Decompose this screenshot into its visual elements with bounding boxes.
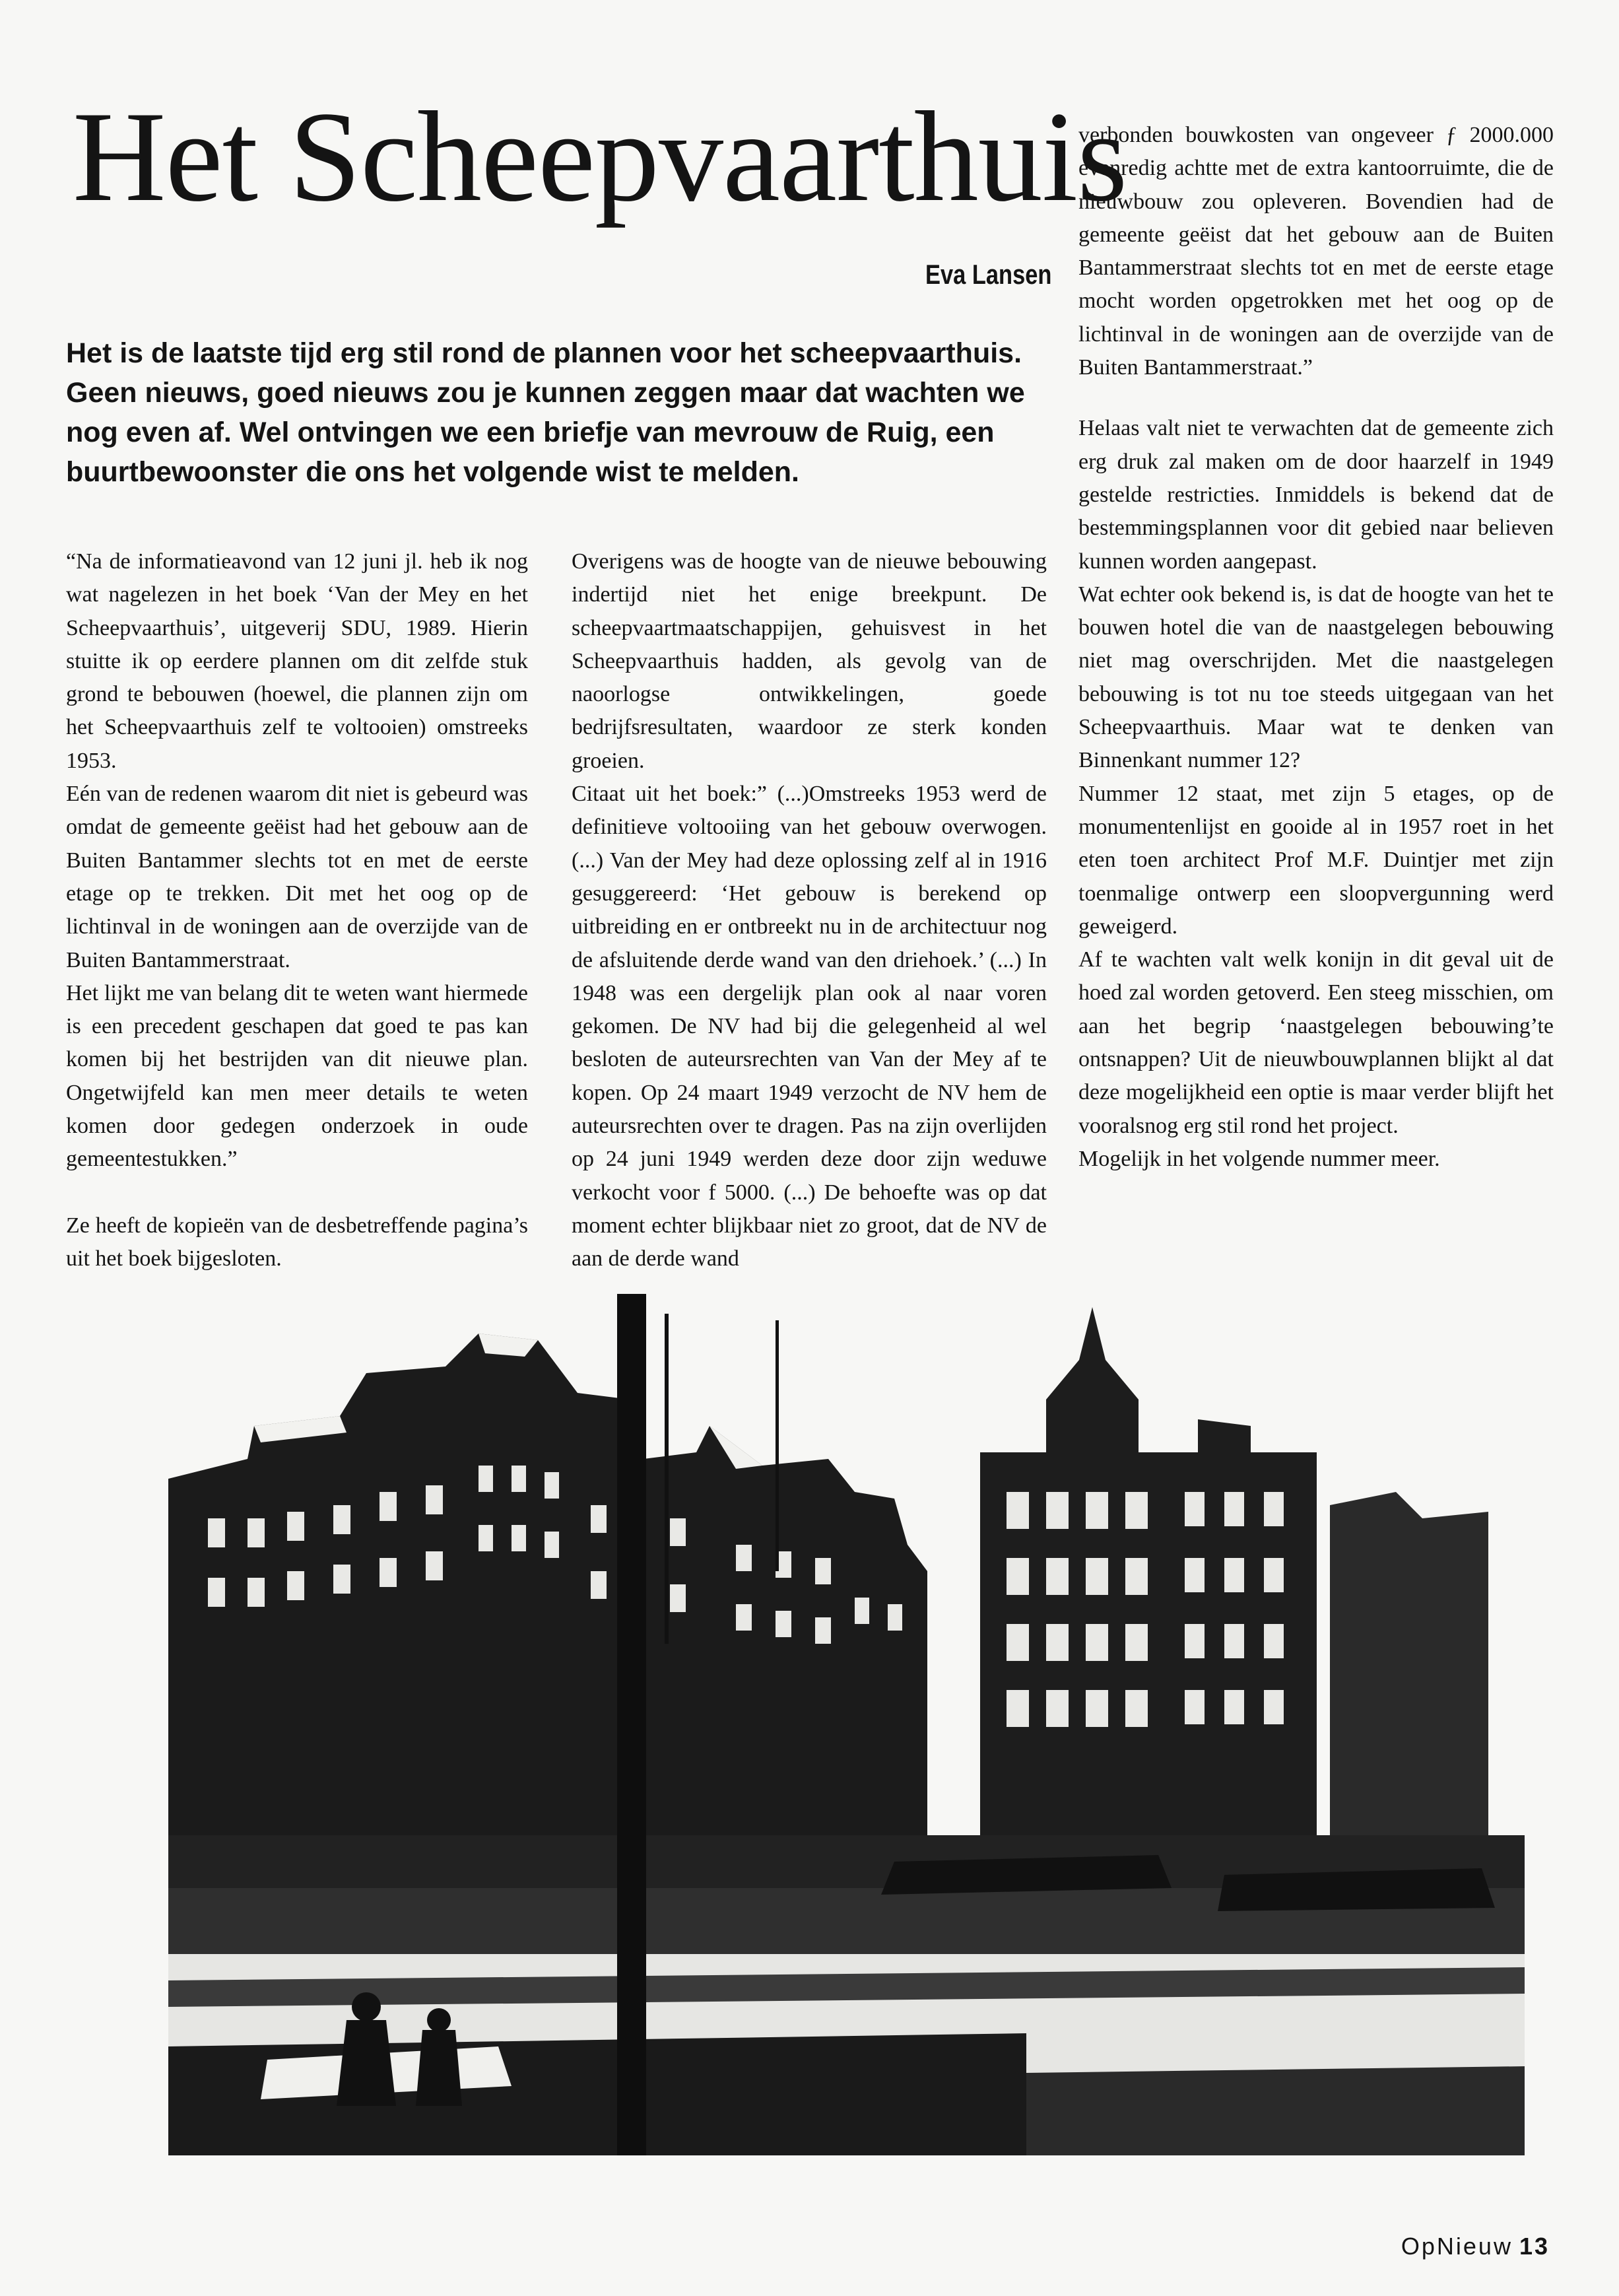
paragraph: Het lijkt me van belang dit te weten want hiermede is een precedent geschapen dat goed te pas kan komen bij het bestrijden van dit nieuwe plan. Ongetwijfeld kan men meer details te weten komen door gedegen onderzoek in oude gemeentestukken.” — [66, 980, 528, 1172]
paragraph: “Na de informatieavond van 12 juni jl. heb ik nog wat nagelezen in het boek ‘Van der Mey en het Scheepvaarthuis’, uitgeverij SDU, 1989. Hierin stuitte ik op eerdere plannen om dit zelfde stuk grond te bebouwen (hoewel, die plannen zijn om het Scheepvaarthuis zelf te voltooien) omstreeks 1953. — [66, 549, 528, 773]
paragraph: Citaat uit het boek:” (...)Omstreeks 1953 werd de definitieve voltooiing van het gebouw overwogen.(...) Van der Mey had deze oplossing zelf al in 1916 gesuggereerd: ‘Het gebouw is berekend op uitbreiding en er ontbreekt nu in de architectuur nog de afsluitende derde wand van den driehoek.’ (...) In 1948 was een dergelijk plan ook al naar voren gekomen. De NV had bij die gelegenheid al wel besloten de auteursrechten van Van der Mey af te kopen. Op 24 maart 1949 verzocht de NV hem de auteursrechten over te dragen. Pas na zijn overlijden op 24 juni 1949 werden deze door zijn weduwe verkocht voor f 5000. (...) De behoefte was op dat moment echter blijkbaar niet zo groot, dat de NV de aan de derde wand — [572, 782, 1047, 1271]
paragraph: Nummer 12 staat, met zijn 5 etages, op de monumentenlijst en gooide al in 1957 roet in het eten toen architect Prof M.F. Duintjer met zijn toenmalige ontwerp een sloopvergunning werd geweigerd. — [1078, 781, 1554, 939]
canal-houses-photo — [168, 1294, 1525, 2155]
article-author: Eva Lansen — [925, 259, 1051, 290]
paragraph: Overigens was de hoogte van de nieuwe bebouwing indertijd niet het enige breekpunt. De scheepvaartmaatschappijen, gehuisvest in het Scheepvaarthuis hadden, als gevolg van de naoorlogse ontwikkelingen, goede bedrijfsresultaten, waardoor ze sterk konden groeien. — [572, 549, 1047, 773]
paragraph: Eén van de redenen waarom dit niet is gebeurd was omdat de gemeente geëist had het gebouw aan de Buiten Bantammer slechts tot en met de eerste etage op te trekken. Dit met het oog op de lichtinval in de woningen aan de overzijde van de Buiten Bantammerstraat. — [66, 782, 528, 972]
canal-houses-illustration — [168, 1294, 1525, 2155]
paragraph: Mogelijk in het volgende nummer meer. — [1078, 1146, 1440, 1171]
article-title: Het Scheepvaarthuis — [73, 85, 1127, 228]
page-footer — [1401, 2233, 1550, 2260]
paragraph: verbonden bouwkosten van ongeveer ƒ 2000.000 evenredig achtte met de extra kantoorruimte, die de nieuwbouw zou opleveren. Bovendien had de gemeente geëist dat het gebouw aan de Buiten Bantammerstraat slechts tot en met de eerste etage mocht worden opgetrokken met het oog op de lichtinval in de woningen aan de overzijde van de Buiten Bantammerstraat.” — [1078, 123, 1554, 380]
paragraph: Ze heeft de kopieën van de desbetreffende pagina’s uit het boek bijgesloten. — [66, 1213, 528, 1271]
article-intro: Het is de laatste tijd erg stil rond de plannen voor het scheepvaarthuis. Geen nieuws, goed nieuws zou je kunnen zeggen maar dat wachten we nog even af. Wel ontvingen we een briefje van mevrouw de Ruig, een buurtbewoonster die ons het volgende wist te melden. — [66, 337, 1025, 488]
paragraph: Wat echter ook bekend is, is dat de hoogte van het te bouwen hotel die van de naastgelegen bebouwing niet mag overschrijden. Met die naastgelegen bebouwing is tot nu toe steeds uitgegaan van het Scheepvaarthuis. Maar wat te denken van Binnenkant nummer 12? — [1078, 582, 1554, 773]
page-number: 13 — [1519, 2233, 1550, 2260]
paragraph: Helaas valt niet te verwachten dat de gemeente zich erg druk zal maken om de door haarzelf in 1949 gestelde restricties. Inmiddels is bekend dat de bestemmingsplannen voor dit gebied naar believen kunnen worden aangepast. — [1078, 416, 1554, 574]
paragraph: Af te wachten valt welk konijn in dit geval uit de hoed zal worden getoverd. Een steeg misschien, om aan het begrip ‘naastgelegen bebouwing’te ontsnappen? Uit de nieuwbouwplannen blijkt al dat deze mogelijkheid een optie is maar verder blijft het vooralsnog erg stil rond het project. — [1078, 947, 1554, 1138]
column-3 — [1078, 119, 1554, 1176]
column-2 — [572, 545, 1047, 1276]
column-1 — [66, 545, 528, 1275]
magazine-name: OpNieuw — [1401, 2233, 1513, 2260]
